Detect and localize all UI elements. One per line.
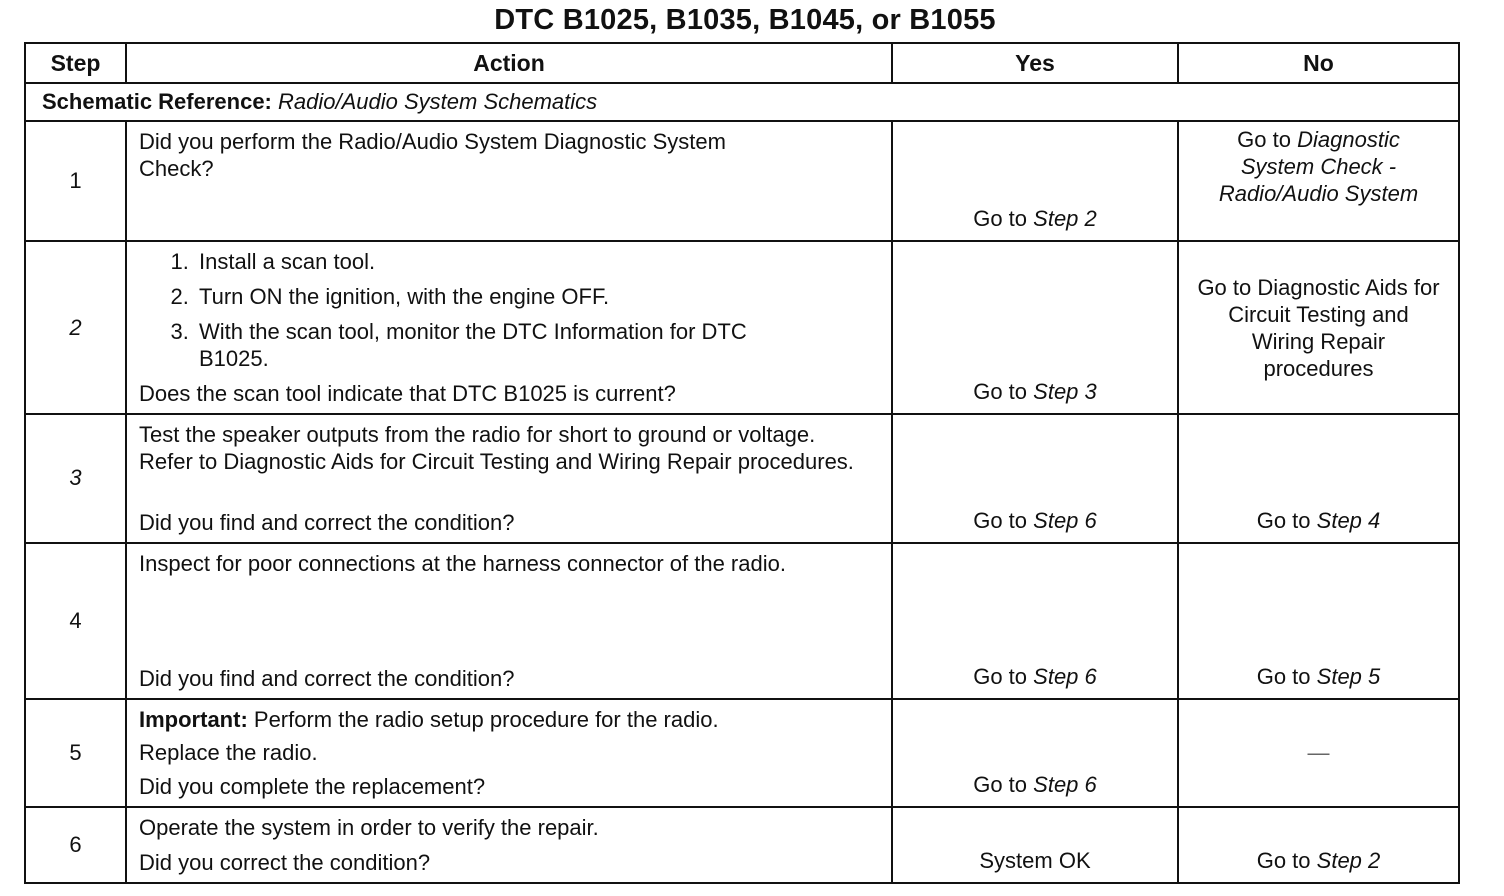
no-prefix: Go to bbox=[1256, 848, 1311, 873]
table-row bbox=[25, 699, 1459, 807]
schematic-reference-label: Schematic Reference: bbox=[42, 89, 272, 115]
yes-prefix: Go to bbox=[973, 206, 1028, 232]
no-step-link[interactable]: Step 5 bbox=[1316, 663, 1381, 689]
yes-prefix: Go to bbox=[973, 771, 1028, 797]
dtc-table bbox=[24, 42, 1460, 884]
action-text: Operate the system in order to verify the repair. bbox=[139, 814, 599, 840]
yes-step-link[interactable]: Step 3 bbox=[1033, 379, 1097, 405]
yes-cell bbox=[892, 543, 1178, 699]
no-cell bbox=[1178, 807, 1459, 883]
step-number: 2 bbox=[25, 241, 126, 414]
document-title: DTC B1025, B1035, B1045, or B1055 bbox=[494, 4, 996, 36]
important-note bbox=[139, 706, 881, 733]
no-link-line1[interactable]: Diagnostic bbox=[1297, 127, 1400, 153]
no-prefix: Go to bbox=[1256, 663, 1311, 689]
no-prefix: Go to bbox=[1256, 507, 1311, 533]
step-number: 6 bbox=[25, 807, 126, 883]
yes-result: System OK bbox=[979, 848, 1091, 873]
no-link-line2[interactable]: System Check - bbox=[1240, 154, 1397, 180]
yes-step-link[interactable]: Step 6 bbox=[1033, 507, 1097, 533]
no-dash: — bbox=[1307, 739, 1330, 765]
action-cell bbox=[126, 414, 892, 542]
action-text: Replace the radio. bbox=[139, 740, 318, 766]
action-step-item: 3. With the scan tool, monitor the DTC Information for DTC B1025. bbox=[195, 318, 881, 372]
action-question: Did you complete the replacement? bbox=[139, 773, 486, 799]
step-number: 3 bbox=[25, 414, 126, 542]
action-text: Test the speaker outputs from the radio for short to ground or voltage. Refer to Diagnostic Aids for Circuit Testing and Wiring Repair procedures. bbox=[139, 422, 854, 475]
no-text[interactable]: Go to Diagnostic Aids for Circuit Testing and Wiring Repair procedures bbox=[1197, 274, 1440, 381]
step-number: 1 bbox=[25, 121, 126, 241]
important-label: Important: bbox=[139, 706, 248, 732]
action-question: Did you correct the condition? bbox=[139, 850, 431, 875]
no-cell bbox=[1178, 121, 1459, 241]
table-row bbox=[25, 543, 1459, 699]
yes-cell bbox=[892, 807, 1178, 883]
action-question: Does the scan tool indicate that DTC B1025 is current? bbox=[139, 381, 676, 407]
important-text: Perform the radio setup procedure for the radio. bbox=[253, 706, 719, 732]
action-cell bbox=[126, 241, 892, 414]
no-step-link[interactable]: Step 4 bbox=[1316, 507, 1381, 533]
yes-cell bbox=[892, 121, 1178, 241]
table-row bbox=[25, 121, 1459, 241]
action-cell bbox=[126, 121, 892, 241]
header-action: Action bbox=[126, 43, 892, 83]
action-cell bbox=[126, 543, 892, 699]
table-row bbox=[25, 241, 1459, 414]
yes-prefix: Go to bbox=[973, 379, 1028, 405]
table-row bbox=[25, 807, 1459, 883]
table-row bbox=[25, 414, 1459, 542]
table-header-row bbox=[25, 43, 1459, 83]
yes-cell bbox=[892, 414, 1178, 542]
action-steps-list bbox=[139, 248, 881, 380]
yes-prefix: Go to bbox=[973, 507, 1028, 533]
action-cell bbox=[126, 699, 892, 807]
schematic-reference-link[interactable]: Radio/Audio System Schematics bbox=[278, 89, 598, 115]
step-number: 5 bbox=[25, 699, 126, 807]
yes-prefix: Go to bbox=[973, 663, 1028, 689]
yes-step-link[interactable]: Step 2 bbox=[1033, 206, 1097, 232]
no-step-link[interactable]: Step 2 bbox=[1316, 848, 1381, 873]
action-text: Inspect for poor connections at the harness connector of the radio. bbox=[139, 550, 786, 576]
yes-step-link[interactable]: Step 6 bbox=[1033, 771, 1097, 797]
yes-cell bbox=[892, 699, 1178, 807]
action-question: Did you find and correct the condition? bbox=[139, 509, 515, 535]
action-step-item: 2. Turn ON the ignition, with the engine OFF. bbox=[195, 283, 881, 310]
header-step: Step bbox=[25, 43, 126, 83]
action-text: Did you perform the Radio/Audio System Diagnostic System Check? bbox=[139, 129, 726, 182]
step-number: 4 bbox=[25, 543, 126, 699]
no-cell bbox=[1178, 699, 1459, 807]
yes-step-link[interactable]: Step 6 bbox=[1033, 663, 1097, 689]
header-no: No bbox=[1178, 43, 1459, 83]
no-cell bbox=[1178, 241, 1459, 414]
no-cell bbox=[1178, 543, 1459, 699]
action-step-item: 1. Install a scan tool. bbox=[195, 248, 881, 275]
yes-cell bbox=[892, 241, 1178, 414]
header-yes: Yes bbox=[892, 43, 1178, 83]
schematic-reference-row bbox=[25, 83, 1459, 121]
no-cell bbox=[1178, 414, 1459, 542]
action-question: Did you find and correct the condition? bbox=[139, 665, 515, 691]
action-cell bbox=[126, 807, 892, 883]
no-link-line3[interactable]: Radio/Audio System bbox=[1218, 181, 1419, 207]
no-prefix: Go to bbox=[1237, 127, 1291, 153]
